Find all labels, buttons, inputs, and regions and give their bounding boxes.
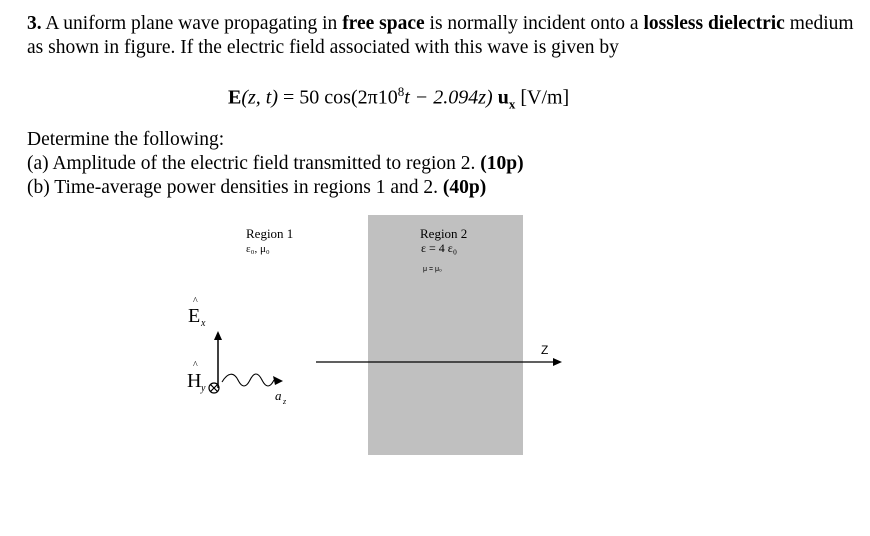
h-field-sub: y [201, 383, 206, 394]
e-hat: ^ [193, 296, 198, 307]
task-intro: Determine the following: [27, 129, 225, 150]
e-field-sub: x [201, 318, 206, 329]
wave-squiggle [222, 374, 274, 386]
region2-title: Region 2 [420, 226, 468, 241]
problem-bold-2: lossless dielectric [643, 13, 785, 34]
problem-number: 3. [27, 13, 42, 34]
z-axis-arrowhead [553, 358, 562, 366]
problem-text-2: is normally incident onto a [424, 13, 644, 34]
task-b-points: (40p) [442, 177, 487, 198]
z-axis-label: Z [541, 343, 549, 357]
eq-unit-vec: u [497, 86, 509, 109]
wave-arrowhead [273, 376, 283, 385]
eq-exp: 8 [397, 84, 405, 99]
problem-bold-1: free space [342, 13, 425, 34]
eq-unit-sub: x [508, 96, 516, 112]
task-a-text: (a) Amplitude of the electric field transmitted to region 2. [27, 153, 481, 174]
region1-title: Region 1 [246, 226, 294, 241]
problem-text-1: A uniform plane wave propagating in [41, 13, 343, 34]
h-hat: ^ [193, 360, 198, 371]
eq-units: [V/m] [515, 86, 570, 109]
region2-mu: μ = μ₀ [423, 266, 442, 273]
task-b-text: (b) Time-average power densities in regions 1 and 2. [27, 177, 443, 198]
e-field-label: E [188, 305, 201, 327]
eq-rhs: = 50 cos(2π10 [278, 86, 398, 109]
eq-lhs: E [228, 86, 242, 109]
region2-eps: ε = 4 ε₀ [421, 241, 458, 255]
az-label: a [275, 388, 282, 403]
region1-params: ε₀, μ₀ [246, 243, 270, 255]
eq-rhs2: t − 2.094z) [404, 86, 498, 109]
az-sub: z [283, 397, 287, 406]
e-field-arrowhead [214, 331, 222, 340]
eq-args: (z, t) [241, 86, 279, 109]
task-a-points: (10p) [480, 153, 524, 174]
h-field-label: H [187, 370, 202, 392]
problem-text-3: medium as shown in figure. If the electric field associated with this wave is given by [27, 13, 854, 58]
